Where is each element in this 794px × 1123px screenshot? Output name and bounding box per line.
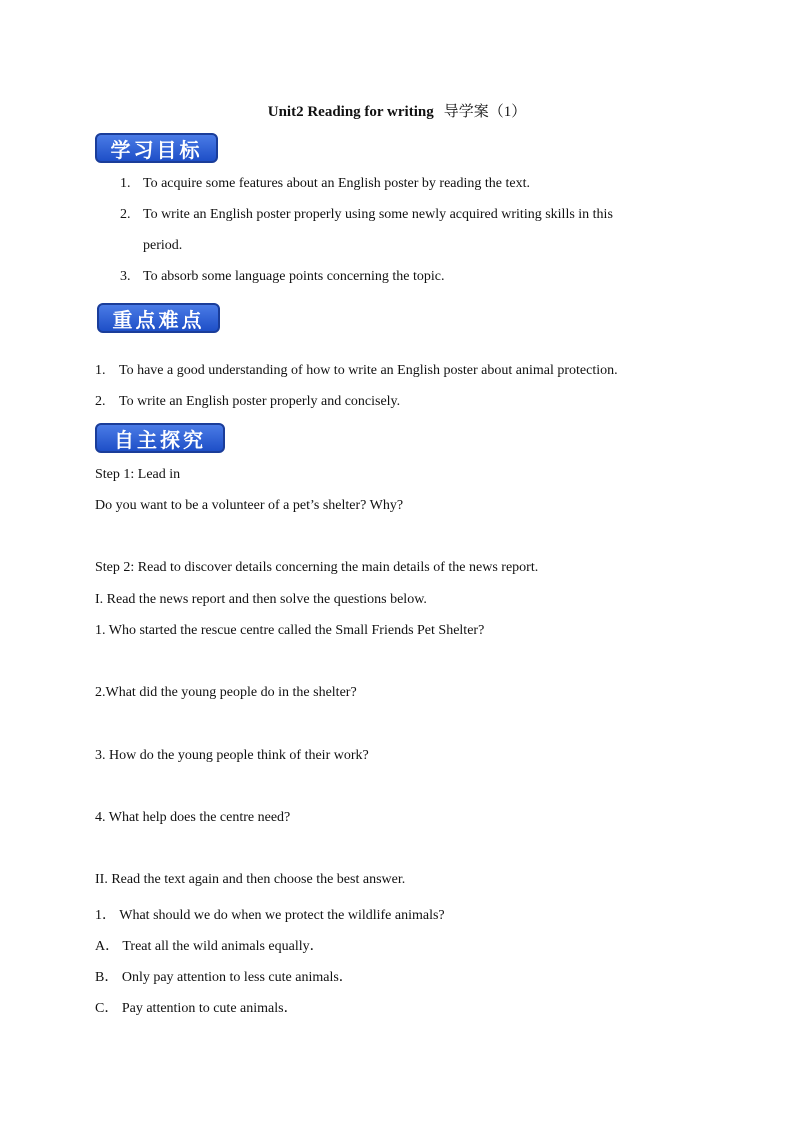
section-badge-self-study: 自主探究 xyxy=(95,423,225,453)
part1-instruction: I. Read the news report and then solve the questions below. xyxy=(95,592,427,607)
multiple-choice-question: 1． What should we do when we protect the wildlife animals? xyxy=(95,908,445,923)
question-1: 1. Who started the rescue centre called the Small Friends Pet Shelter? xyxy=(95,623,485,638)
key-point-text: To have a good understanding of how to write an English poster about animal protection. xyxy=(119,363,618,378)
objective-number: 1. xyxy=(120,176,131,191)
title-english: Unit2 Reading for writing xyxy=(267,104,434,120)
option-b: B． Only pay attention to less cute animals． xyxy=(95,970,353,985)
objective-text: To absorb some language points concerning the topic. xyxy=(143,269,445,284)
part2-instruction: II. Read the text again and then choose the best answer. xyxy=(95,872,406,887)
objective-number: 3. xyxy=(120,269,131,284)
document-title xyxy=(0,100,794,121)
step2-heading: Step 2: Read to discover details concerning the main details of the news report. xyxy=(95,560,539,575)
key-point-item-1 xyxy=(95,363,618,379)
objective-item-1 xyxy=(120,176,530,192)
title-chinese: 导学案（1） xyxy=(443,104,527,120)
option-a: A． Treat all the wild animals equally． xyxy=(95,939,324,954)
objective-text: To write an English poster properly using some newly acquired writing skills in this xyxy=(143,207,613,222)
question-4: 4. What help does the centre need? xyxy=(95,810,291,825)
key-point-item-2 xyxy=(95,394,400,410)
section-badge-key-points: 重点难点 xyxy=(97,303,220,333)
step1-heading: Step 1: Lead in xyxy=(95,467,181,482)
key-point-text: To write an English poster properly and concisely. xyxy=(119,394,401,409)
step1-question: Do you want to be a volunteer of a pet’s shelter? Why? xyxy=(95,498,404,513)
objective-item-2-continued xyxy=(143,238,182,254)
key-point-number: 2. xyxy=(95,394,106,409)
question-3: 3. How do the young people think of their work? xyxy=(95,748,369,763)
objective-item-3 xyxy=(120,269,445,285)
objective-item-2 xyxy=(120,207,613,223)
section-badge-objectives: 学习目标 xyxy=(95,133,218,163)
option-c: C． Pay attention to cute animals． xyxy=(95,1001,298,1016)
question-2: 2.What did the young people do in the shelter? xyxy=(95,685,357,700)
objective-text: To acquire some features about an English poster by reading the text. xyxy=(143,176,531,191)
objective-number: 2. xyxy=(120,207,131,222)
key-point-number: 1. xyxy=(95,363,106,378)
objective-text: period. xyxy=(143,238,183,253)
